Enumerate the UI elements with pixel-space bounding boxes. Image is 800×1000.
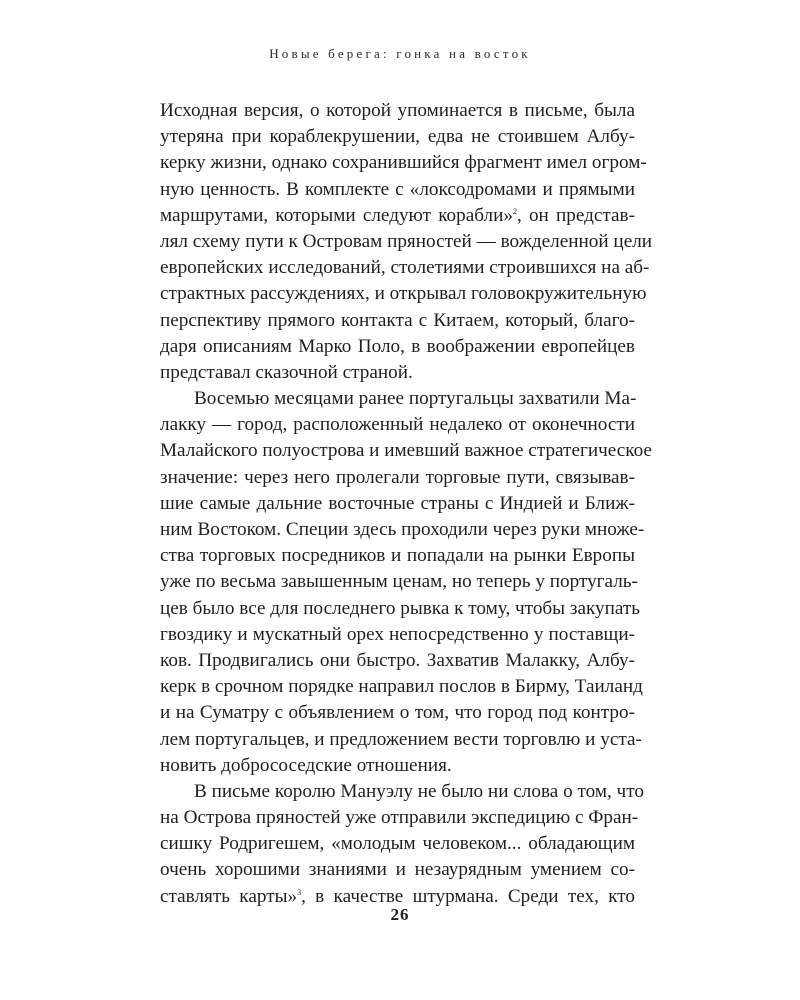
footnote-ref-3[interactable]: 3	[297, 887, 302, 897]
text-line: очень хорошими знаниями и незаурядным умением со-	[160, 859, 635, 881]
text-fragment: , он представ-	[516, 204, 635, 226]
text-line: значение: через него пролегали торговые пути, связывав-	[160, 466, 635, 488]
text-line: ную ценность. В комплекте с «локсодромами и прямыми	[160, 178, 635, 200]
text-line: лакку — город, расположенный недалеко от оконечности	[160, 414, 635, 436]
text-line: шие самые дальние восточные страны с Индией и Ближ-	[160, 492, 635, 514]
text-fragment: , в качестве штурмана. Среди тех, кто	[301, 885, 635, 907]
text-line: керку жизни, однако сохранившийся фрагмент имел огром-	[160, 152, 647, 174]
footnote-ref-2[interactable]: 2	[512, 206, 517, 216]
text-line: лял схему пути к Островам пряностей — вожделенной цели	[160, 230, 653, 252]
text-line: даря описаниям Марко Поло, в воображении европейцев	[160, 335, 635, 357]
text-line: страктных рассуждениях, и открывал головокружительную	[160, 283, 647, 305]
text-line: сишку Родригешем, «молодым человеком... обладающим	[160, 833, 635, 855]
text-line: и на Суматру с объявлением о том, что город под контро-	[160, 702, 635, 724]
text-line: европейских исследований, столетиями строившихся на аб-	[160, 257, 650, 279]
text-line: уже по весьма завышенным ценам, но теперь у португаль-	[160, 571, 638, 593]
text-line: на Острова пряностей уже отправили экспедицию с Фран-	[160, 807, 639, 829]
text-line: лем португальцев, и предложением вести торговлю и уста-	[160, 728, 642, 750]
page-number: 26	[390, 905, 410, 924]
text-line: ков. Продвигались они быстро. Захватив Малакку, Албу-	[160, 649, 635, 671]
text-line: ним Востоком. Специи здесь проходили через руки множе-	[160, 519, 645, 540]
text-line: керк в срочном порядке направил послов в Бирму, Таиланд	[160, 676, 643, 698]
text-line: утеряна при кораблекрушении, едва не стоившем Албу-	[160, 126, 635, 148]
text-line: Восемью месяцами ранее португальцы захватили Ма-	[194, 388, 637, 410]
text-fragment: маршрутами, которыми следуют корабли»	[160, 204, 513, 226]
text-line: новить добрососедские отношения.	[160, 754, 452, 776]
body-text	[160, 98, 653, 910]
text-line-with-footnote	[160, 203, 635, 229]
text-fragment: ставлять карты»	[160, 885, 298, 907]
running-head: Новые берега: гонка на восток	[269, 46, 531, 61]
text-line: представал сказочной страной.	[160, 361, 413, 383]
text-line: цев было все для последнего рывка к тому, чтобы закупать	[160, 597, 641, 619]
text-line: перспективу прямого контакта с Китаем, который, благо-	[160, 309, 635, 331]
text-line: ства торговых посредников и попадали на рынки Европы	[160, 545, 635, 567]
text-line: В письме королю Мануэлу не было ни слова о том, что	[194, 780, 644, 802]
text-line: Малайского полуострова и имевший важное стратегическое	[160, 440, 652, 462]
text-line: гвоздику и мускатный орех непосредственно у поставщи-	[160, 623, 635, 645]
text-line: Исходная версия, о которой упоминается в письме, была	[160, 100, 635, 121]
